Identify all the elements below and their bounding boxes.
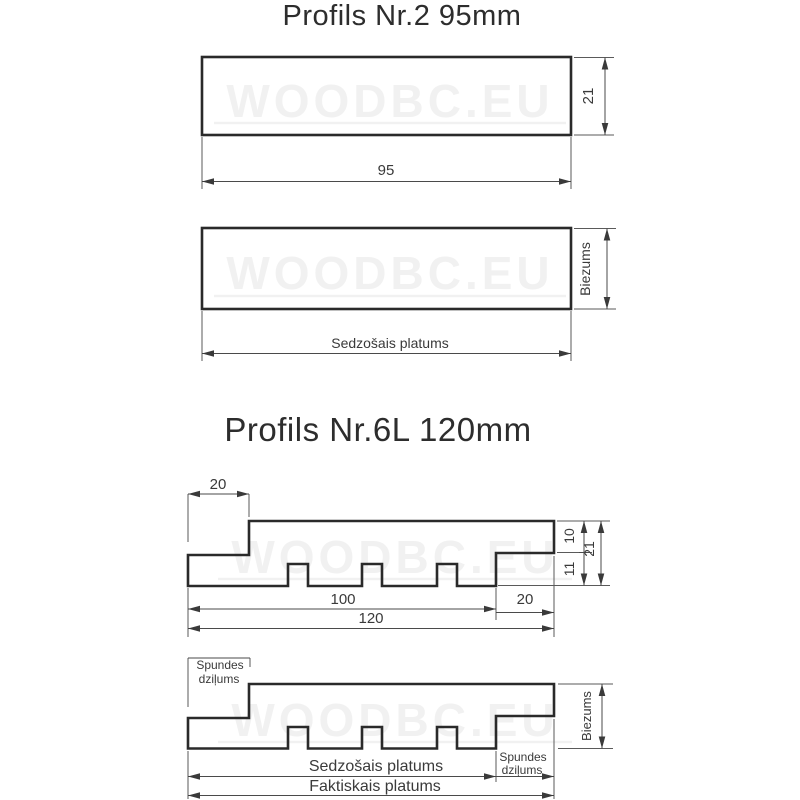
figure2-width-label: Sedzošais platums [331,335,449,351]
figure4-tongue-depth-left-line1: Spundes [196,658,244,672]
figure4-height-label: Biezums [579,691,594,741]
watermark [214,75,566,127]
figure4-total-width-label: Faktiskais platums [309,778,441,795]
figure3-rebate-width-label: 20 [516,591,534,608]
figure3-total-width-label: 120 [358,610,384,627]
figure3-total-height-label: 21 [581,541,597,557]
figure1-title: Profils Nr.2 95mm [282,0,522,32]
watermark-text: WOODBC.EU [226,247,554,299]
figure4-tongue-depth-left-line2: dziļums [198,672,240,686]
figure1-width-label: 95 [377,162,395,179]
figure3-depth11-label: 11 [561,561,577,577]
figure1-height-label: 21 [580,87,597,105]
figure2-flat-profile-labeled [202,228,616,361]
figure4-tongue-depth-right-line2: dziļums [501,763,543,777]
figure3-rhombus-profile [188,411,610,637]
figure1-flat-profile [202,0,614,189]
figure3-title: Profils Nr.6L 120mm [224,411,532,448]
figure2-width-dimension [202,311,571,361]
figure4-height-dimension [558,684,613,749]
figure3-covering-width-label: 100 [330,591,356,608]
figure2-height-dimension [574,229,616,310]
watermark-text: WOODBC.EU [231,531,559,583]
figure3-depth10-label: 10 [561,528,577,544]
figure4-covering-width-label: Sedzošais platums [308,758,444,775]
figure1-width-dimension [202,137,571,189]
figure2-height-label: Biezums [577,242,593,296]
watermark-text: WOODBC.EU [231,694,559,746]
figure1-height-dimension [574,58,614,136]
watermark-text: WOODBC.EU [226,75,554,127]
figure4-tongue-depth-right-line1: Spundes [499,750,547,764]
watermark [218,531,572,583]
watermark [214,247,566,299]
watermark [218,694,572,746]
figure4-rhombus-profile-labeled [188,658,613,799]
figure3-top-rebate-label: 20 [209,476,227,493]
